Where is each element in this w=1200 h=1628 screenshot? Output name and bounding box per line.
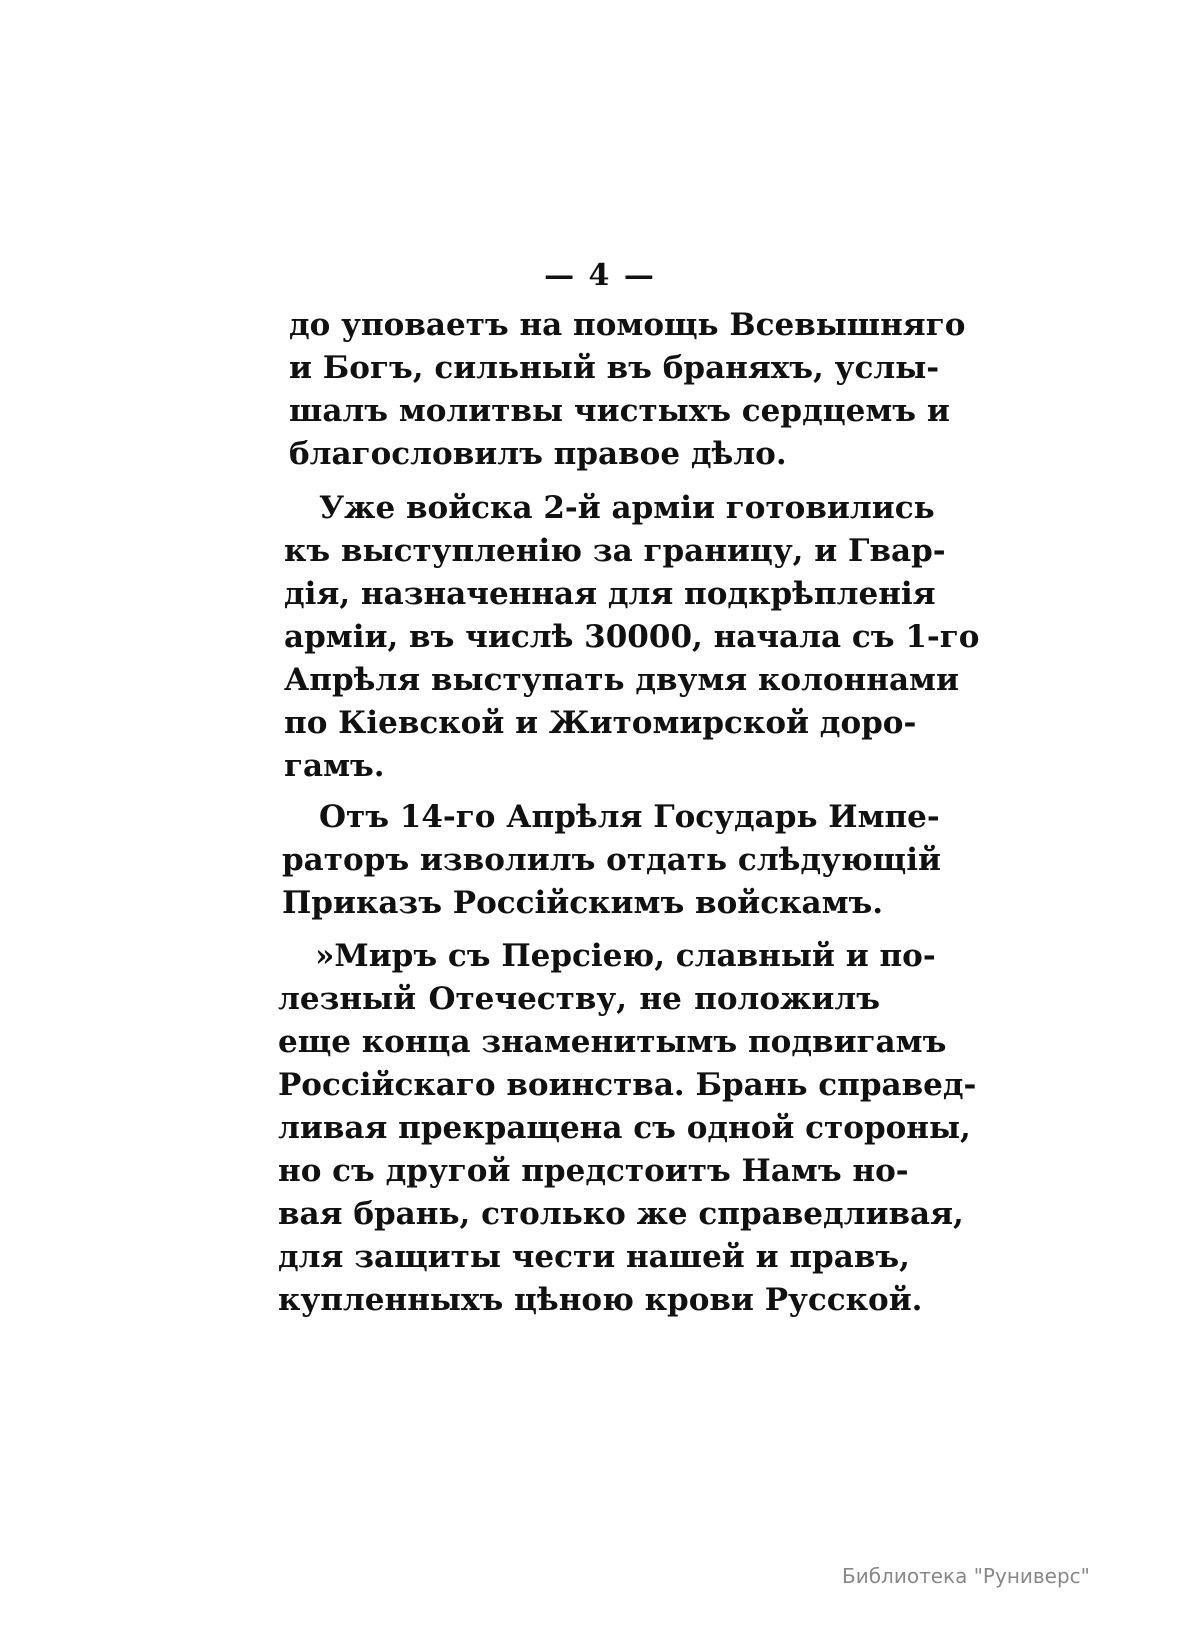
text-line: по Кіевской и Житомирской доро-: [284, 705, 917, 741]
text-line: вая брань, столько же справедливая,: [278, 1196, 964, 1232]
text-line: Отъ 14-го Апрѣля Государь Импе-: [319, 799, 940, 835]
text-line: но съ другой предстоитъ Намъ но-: [278, 1153, 909, 1189]
paragraph-2: [284, 487, 980, 788]
paragraph-3: [282, 796, 941, 925]
text-line: Уже войска 2-й арміи готовились: [319, 490, 935, 526]
text-line: Россійскаго воинства. Брань справед-: [278, 1067, 977, 1103]
text-line: благословилъ правое дѣло.: [289, 436, 787, 472]
page-number: — 4 —: [544, 258, 656, 293]
text-line: лезный Отечеству, не положилъ: [278, 981, 880, 1017]
text-line: дія, назначенная для подкрѣпленія: [284, 576, 936, 612]
text-line: и Богъ, сильный въ браняхъ, услы-: [289, 350, 940, 386]
text-line: раторъ изволилъ отдать слѣдующій: [282, 842, 941, 878]
paragraph-1: [289, 304, 966, 476]
text-line: купленныхъ цѣною крови Русской.: [278, 1282, 923, 1318]
text-line: къ выступленію за границу, и Гвар-: [284, 533, 946, 569]
text-line: шалъ молитвы чистыхъ сердцемъ и: [289, 393, 950, 429]
text-line: гамъ.: [284, 748, 385, 784]
library-watermark: Библиотека "Руниверс": [842, 1564, 1090, 1588]
text-line: для защиты чести нашей и правъ,: [278, 1239, 910, 1275]
text-line: до уповаетъ на помощь Всевышняго: [289, 307, 966, 343]
text-line: ливая прекращена съ одной стороны,: [278, 1110, 971, 1146]
paragraph-4: [278, 935, 977, 1322]
text-line: »Миръ съ Персіею, славный и по-: [315, 938, 936, 974]
text-line: еще конца знаменитымъ подвигамъ: [278, 1024, 947, 1060]
text-line: арміи, въ числѣ 30000, начала съ 1-го: [284, 619, 980, 655]
text-line: Приказъ Россійскимъ войскамъ.: [282, 885, 884, 921]
text-line: Апрѣля выступать двумя колоннами: [284, 662, 959, 698]
